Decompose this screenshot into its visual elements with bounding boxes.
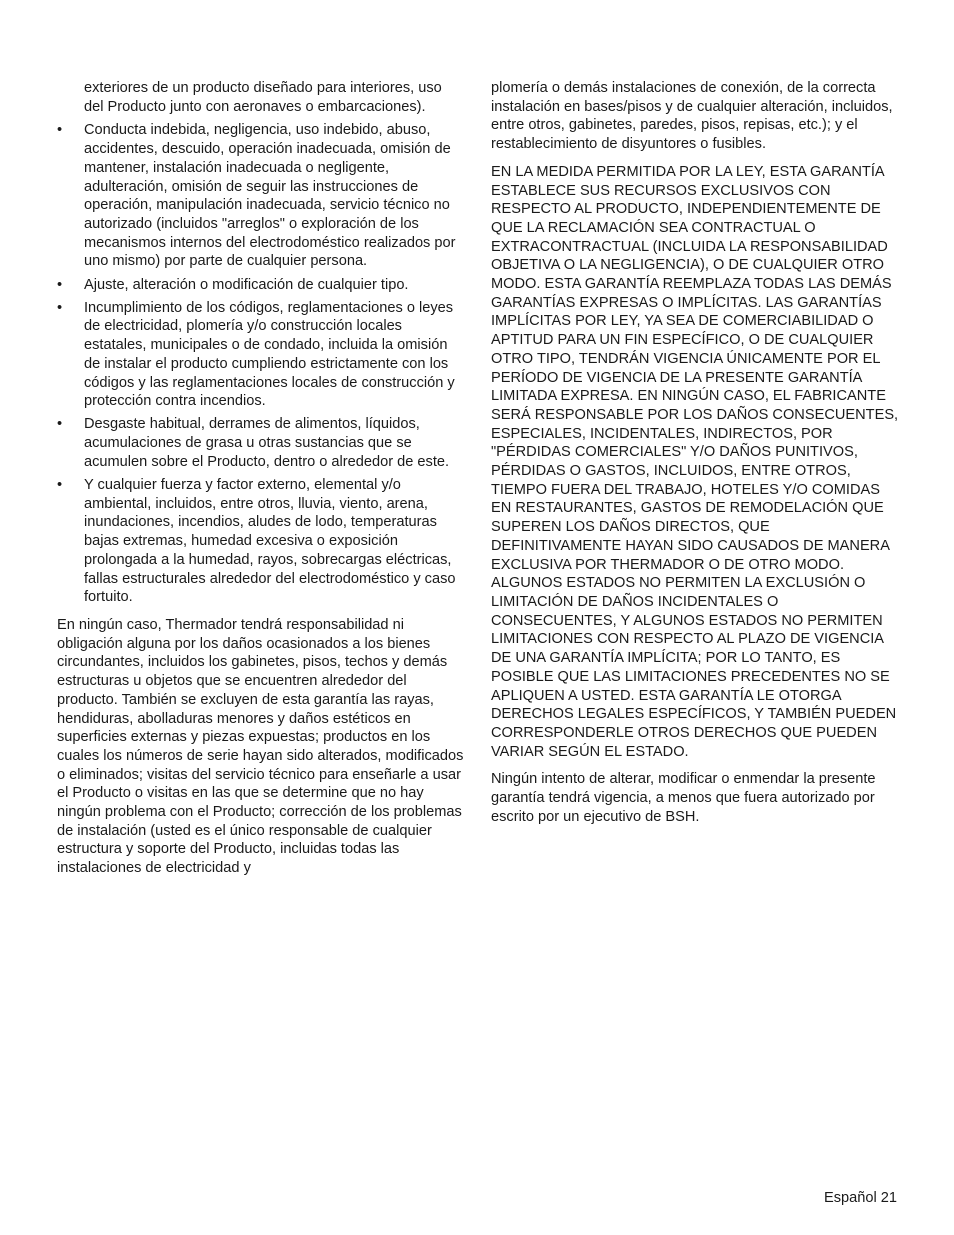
list-item-text: Incumplimiento de los códigos, reglamentaciones o leyes de electricidad, plomería y/o construcción locales estatales, municipales o de condado, incluida la omisión de instalar el producto cumpliendo estrictamente con los códigos y las reglamentaciones locales de construcción y protección contra incendios. [84,299,455,410]
list-item [57,415,465,471]
liability-paragraph: En ningún caso, Thermador tendrá responsabilidad ni obligación alguna por los daños ocasionados a los bienes circundantes, incluidos los gabinetes, pisos, techos y demás estructuras u objetos que se encuentren alrededor del producto. También se excluyen de esta garantía las rayas, hendiduras, abolladuras menores y daños estéticos en superficies externas y piezas expuestas; productos en los cuales los números de serie hayan sido alterados, modificados o eliminados; visitas del servicio técnico para enseñarle a usar el Producto o visitas en las que se determine que no hay ningún problema con el Producto; corrección de los problemas de instalación (usted es el único responsable de cualquier estructura y soporte del Producto, incluidas todas las instalaciones de electricidad y [57,616,464,877]
list-item-text: Desgaste habitual, derrames de alimentos, líquidos, acumulaciones de grasa u otras sustancias que se acumulen sobre el Producto, dentro o alrededor de este. [84,416,450,470]
left-continuation-text: exteriores de un producto diseñado para interiores, uso del Producto junto con aeronaves o embarcaciones). [84,80,442,115]
amendment-paragraph: Ningún intento de alterar, modificar o enmendar la presente garantía tendrá vigencia, a menos que fuera autorizado por escrito por un ejecutivo de BSH. [491,771,876,825]
warranty-disclaimer-paragraph: EN LA MEDIDA PERMITIDA POR LA LEY, ESTA GARANTÍA ESTABLECE SUS RECURSOS EXCLUSIVOS CON RESPECTO AL PRODUCTO, INDEPENDIENTEMENTE DE QUE LA RECLAMACIÓN SEA CONTRACTUAL O EXTRACONTRACTUAL (INCLUIDA LA RESPONSABILIDAD OBJETIVA O LA NEGLIGENCIA), O DE CUALQUIER OTRO MODO. ESTA GARANTÍA REEMPLAZA TODAS LAS DEMÁS GARANTÍAS EXPRESAS O IMPLÍCITAS. LAS GARANTÍAS IMPLÍCITAS POR LEY, YA SEA DE COMERCIABILIDAD O APTITUD PARA UN FIN ESPECÍFICO, O DE CUALQUIER OTRO TIPO, TENDRÁN VIGENCIA ÚNICAMENTE POR EL PERÍODO DE VIGENCIA DE LA PRESENTE GARANTÍA LIMITADA EXPRESA. EN NINGÚN CASO, EL FABRICANTE SERÁ RESPONSABLE POR LOS DAÑOS CONSECUENTES, ESPECIALES, INCIDENTALES, INDIRECTOS, POR "PÉRDIDAS COMERCIALES" Y/O DAÑOS PUNITIVOS, PÉRDIDAS O GASTOS, INCLUIDOS, ENTRE OTROS, TIEMPO FUERA DEL TRABAJO, HOTELES Y/O COMIDAS EN RESTAURANTES, GASTOS DE REMODELACIÓN QUE SUPEREN LOS DAÑOS DIRECTOS, QUE DEFINITIVAMENTE HAYAN SIDO CAUSADOS DE MANERA EXCLUSIVA POR THERMADOR O DE OTRO MODO. ALGUNOS ESTADOS NO PERMITEN LA EXCLUSIÓN O LIMITACIÓN DE DAÑOS INCIDENTALES O CONSECUENTES, Y ALGUNOS ESTADOS NO PERMITEN LIMITACIONES CON RESPECTO AL PLAZO DE VIGENCIA DE UNA GARANTÍA IMPLÍCITA; POR LO TANTO, ES POSIBLE QUE LAS LIMITACIONES PRECEDENTES NO SE APLIQUEN A USTED. ESTA GARANTÍA LE OTORGA DERECHOS LEGALES ESPECÍFICOS, Y TAMBIÉN PUEDEN CORRESPONDERLE OTROS DERECHOS QUE PUEDEN VARIAR SEGÚN EL ESTADO. [491,163,899,760]
exclusions-list [57,121,465,607]
page-number: Español 21 [823,1190,897,1206]
right-continuation-text: plomería o demás instalaciones de conexión, de la correcta instalación en bases/pisos y de cualquier alteración, incluidos, entre otros, gabinetes, paredes, pisos, repisas, etc.); y el restablecimiento de disyuntores o fusibles. [491,80,893,153]
bullet-icon: • [57,276,63,293]
right-column [491,79,901,835]
bullet-icon: • [57,477,63,494]
list-item-text: Conducta indebida, negligencia, uso indebido, abuso, accidentes, descuido, operación inadecuada, omisión de mantener, instalación inadecuada o negligente, adulteración, omisión de seguir las instrucciones de operación, manipulación inadecuada, servicio técnico no autorizado (incluidos "arreglos" o exploración de los mecanismos internos del electrodoméstico realizados por uno mismo) por parte de cualquier persona. [84,122,456,270]
bullet-icon: • [57,416,63,433]
list-item [57,299,465,411]
left-column [57,79,465,887]
list-item [57,121,465,271]
list-item-text: Y cualquier fuerza y factor externo, elemental y/o ambiental, incluidos, entre otros, lluvia, viento, arena, inundaciones, incendios, aludes de lodo, temperaturas bajas extremas, humedad excesiva o exposición prolongada a la humedad, rayos, sobrecargas eléctricas, fallas estructurales alrededor del electrodoméstico y caso fortuito. [84,477,456,606]
bullet-icon: • [57,299,63,316]
list-item [57,476,465,607]
list-item [57,276,465,295]
bullet-icon: • [57,122,63,139]
list-item-text: Ajuste, alteración o modificación de cualquier tipo. [84,276,409,293]
